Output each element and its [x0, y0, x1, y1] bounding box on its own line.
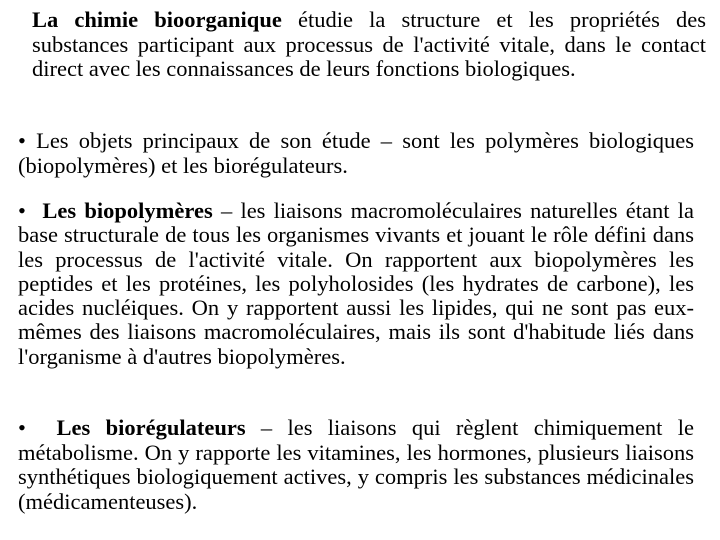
intro-text: étudie la structure et les propriétés des substances participant aux processus de l'activité vitale, dans le contact direct avec les connaissances de leurs fonctions biologiques. [32, 7, 706, 81]
biopolymers-paragraph [18, 199, 694, 369]
objects-text: Les objets principaux de son étude – sont les polymères biologiques (biopolymères) et les biorégulateurs. [18, 128, 694, 178]
objects-paragraph [18, 129, 694, 178]
bioregulators-paragraph [18, 416, 694, 514]
bioregulators-text: – les liaisons qui règlent chimiquement le métabolisme. On y rapporte les vitamines, les hormones, plusieurs liaisons synthétiques biologiquement actives, y compris les substances médicinales (médicamenteuses). [18, 415, 694, 514]
biopolymers-bullet: • [18, 198, 26, 223]
objects-bullet: • [18, 128, 26, 153]
intro-paragraph [32, 8, 706, 82]
intro-term: La chimie bioorganique [32, 7, 282, 32]
biopolymers-text: – les liaisons macromoléculaires naturelles étant la base structurale de tous les organismes vivants et jouant le rôle défini dans les processus de l'activité vitale. On rapportent aux biopolymères les peptides et les protéines, les polyholosides (les hydrates de carbone), les acides nucléiques. On y rapportent aussi les lipides, qui ne sont pas eux-mêmes des liaisons macromoléculaires, mais ils sont d'habitude liés dans l'organisme à d'autres biopolymères. [18, 198, 694, 369]
bioregulators-bullet: • [18, 415, 26, 440]
biopolymers-term: Les biopolymères [42, 198, 213, 223]
bioregulators-term: Les biorégulateurs [56, 415, 246, 440]
